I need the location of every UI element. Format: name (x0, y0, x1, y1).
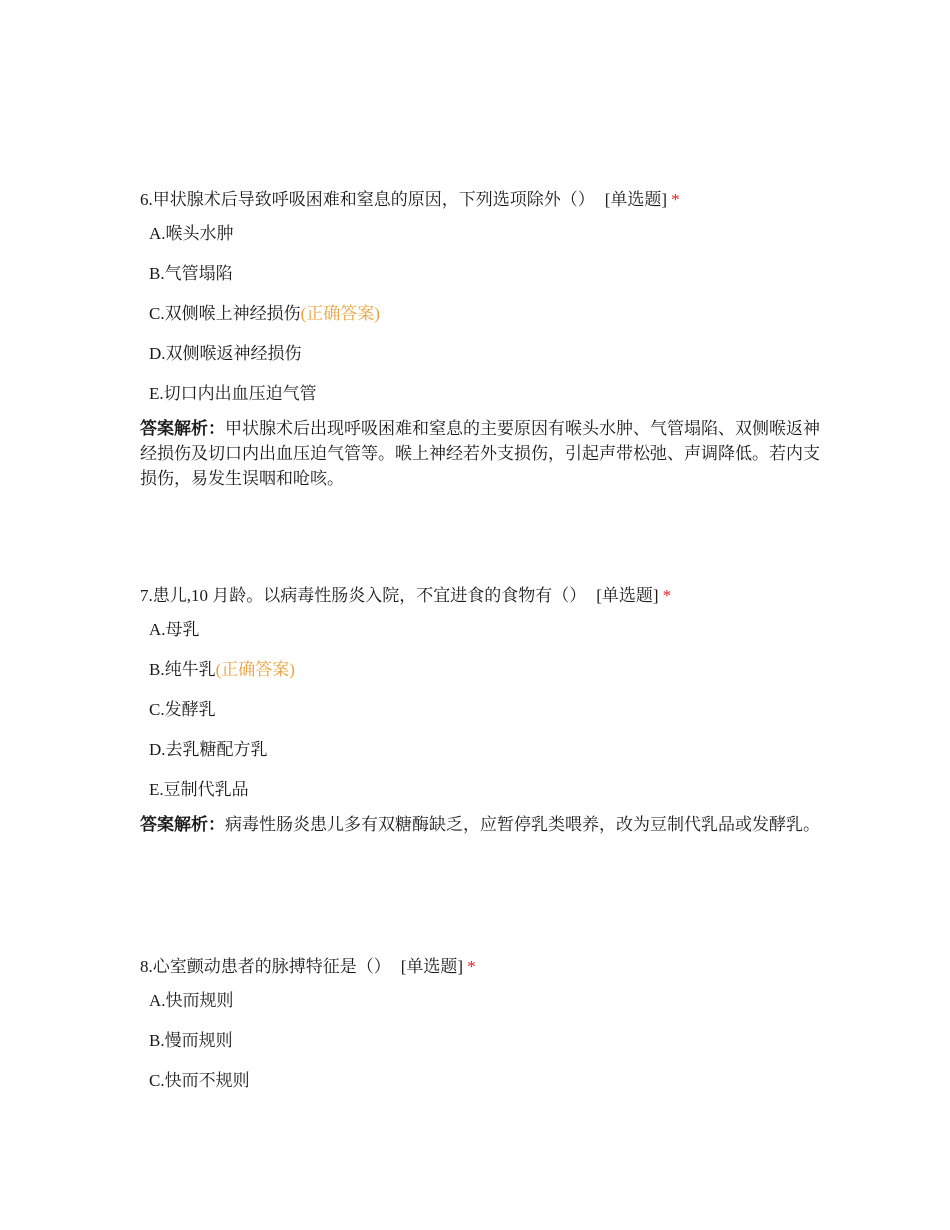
correct-answer-tag: (正确答案) (215, 660, 295, 679)
option-c[interactable]: C.快而不规则 (149, 1071, 250, 1090)
correct-answer-tag: (正确答案) (300, 304, 380, 323)
question-type: [单选题] (604, 190, 668, 209)
option-b[interactable]: B.慢而规则 (149, 1031, 233, 1050)
question-7 (140, 584, 820, 837)
option-list (140, 989, 820, 1093)
question-text: 8.心室颤动患者的脉搏特征是（） (140, 957, 391, 976)
option-a[interactable]: A.喉头水肿 (149, 224, 234, 243)
required-mark: * (662, 586, 672, 605)
question-title (140, 955, 820, 979)
question-type: [单选题] (596, 586, 659, 605)
question-title (140, 584, 820, 608)
option-b[interactable]: B.纯牛乳(正确答案) (149, 660, 295, 679)
option-b[interactable]: B.气管塌陷 (149, 264, 233, 283)
question-text: 7.患儿,10 月龄。以病毒性肠炎入院，不宜进食的食物有（） (140, 586, 587, 605)
option-list (140, 222, 820, 406)
required-mark: * (671, 190, 680, 209)
analysis-label: 答案解析： (140, 815, 225, 834)
option-e[interactable]: E.豆制代乳品 (149, 780, 249, 799)
option-a[interactable]: A.母乳 (149, 620, 200, 639)
analysis-text: 病毒性肠炎患儿多有双糖酶缺乏，应暂停乳类喂养，改为豆制代乳品或发酵乳。 (225, 815, 820, 834)
option-e[interactable]: E.切口内出血压迫气管 (149, 384, 317, 403)
option-a[interactable]: A.快而规则 (149, 991, 234, 1010)
option-d[interactable]: D.去乳糖配方乳 (149, 740, 268, 759)
option-c[interactable]: C.双侧喉上神经损伤(正确答案) (149, 304, 380, 323)
question-title (140, 188, 820, 212)
option-d[interactable]: D.双侧喉返神经损伤 (149, 344, 302, 363)
option-list (140, 618, 820, 802)
analysis-label: 答案解析： (140, 419, 225, 438)
question-type: [单选题] (400, 957, 464, 976)
question-8 (140, 955, 820, 1109)
required-mark: * (467, 957, 476, 976)
answer-analysis (140, 812, 820, 837)
answer-analysis (140, 416, 820, 491)
question-text: 6.甲状腺术后导致呼吸困难和窒息的原因，下列选项除外（） (140, 190, 595, 209)
question-6 (140, 188, 820, 491)
option-c[interactable]: C.发酵乳 (149, 700, 216, 719)
analysis-text: 甲状腺术后出现呼吸困难和窒息的主要原因有喉头水肿、气管塌陷、双侧喉返神经损伤及切口内出血压迫气管等。喉上神经若外支损伤，引起声带松弛、声调降低。若内支损伤，易发生误咽和呛咳。 (140, 419, 820, 488)
